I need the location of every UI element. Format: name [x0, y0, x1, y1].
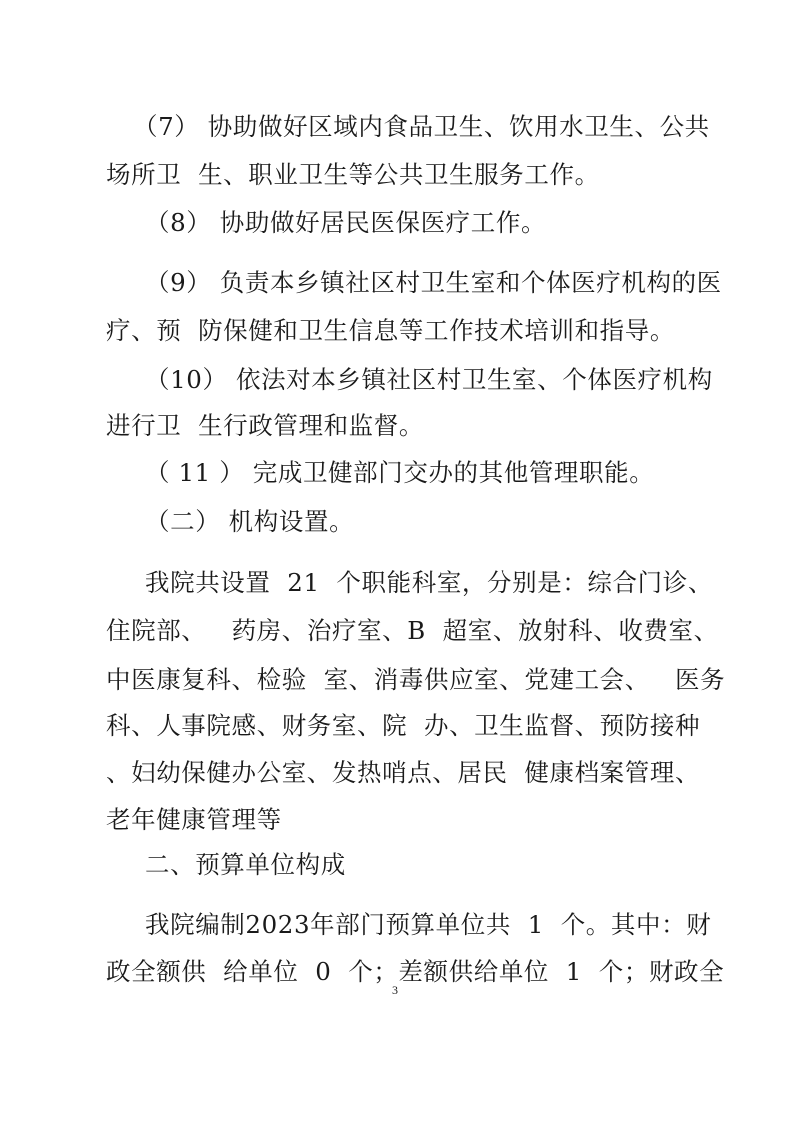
- para-11-line-1: （ 11 ） 完成卫健部门交办的其他管理职能。: [145, 458, 655, 487]
- budget-para-line-1: 我院编制2023年部门预算单位共 1 个。其中：财: [145, 910, 712, 939]
- org-para-line-5: 、妇幼保健办公室、发热哨点、居民 健康档案管理、: [106, 758, 701, 787]
- para-10-line-1: （10） 依法对本乡镇社区村卫生室、个体医疗机构: [145, 365, 713, 394]
- page-number: 3: [392, 983, 398, 997]
- org-para-line-1: 我院共设置 21 个职能科室，分别是：综合门诊、: [145, 568, 713, 597]
- org-para-line-4: 科、人事院感、财务室、院 办、卫生监督、预防接种: [106, 711, 701, 740]
- para-9-line-1: （9） 负责本乡镇社区村卫生室和个体医疗机构的医: [145, 268, 722, 297]
- para-7-line-2: 场所卫 生、职业卫生等公共卫生服务工作。: [106, 160, 600, 189]
- org-para-line-2: 住院部、 药房、治疗室、B 超室、放射科、收费室、: [106, 616, 719, 645]
- section-heading-budget-units: 二、预算单位构成: [145, 850, 346, 879]
- para-7-line-1: （7） 协助做好区域内食品卫生、饮用水卫生、公共: [133, 112, 710, 141]
- para-8-line-1: （8） 协助做好居民医保医疗工作。: [145, 208, 547, 237]
- para-10-line-2: 进行卫 生行政管理和监督。: [106, 411, 424, 440]
- budget-para-line-2: 政全额供 给单位 0 个；差额供给单位 1 个；财政全: [106, 957, 725, 986]
- org-para-line-6: 老年健康管理等: [106, 805, 282, 834]
- para-9-line-2: 疗、预 防保健和卫生信息等工作技术培训和指导。: [106, 316, 675, 345]
- section-heading-org: （二） 机构设置。: [145, 507, 355, 536]
- org-para-line-3: 中医康复科、检验 室、消毒供应室、党建工会、 医务: [106, 665, 726, 694]
